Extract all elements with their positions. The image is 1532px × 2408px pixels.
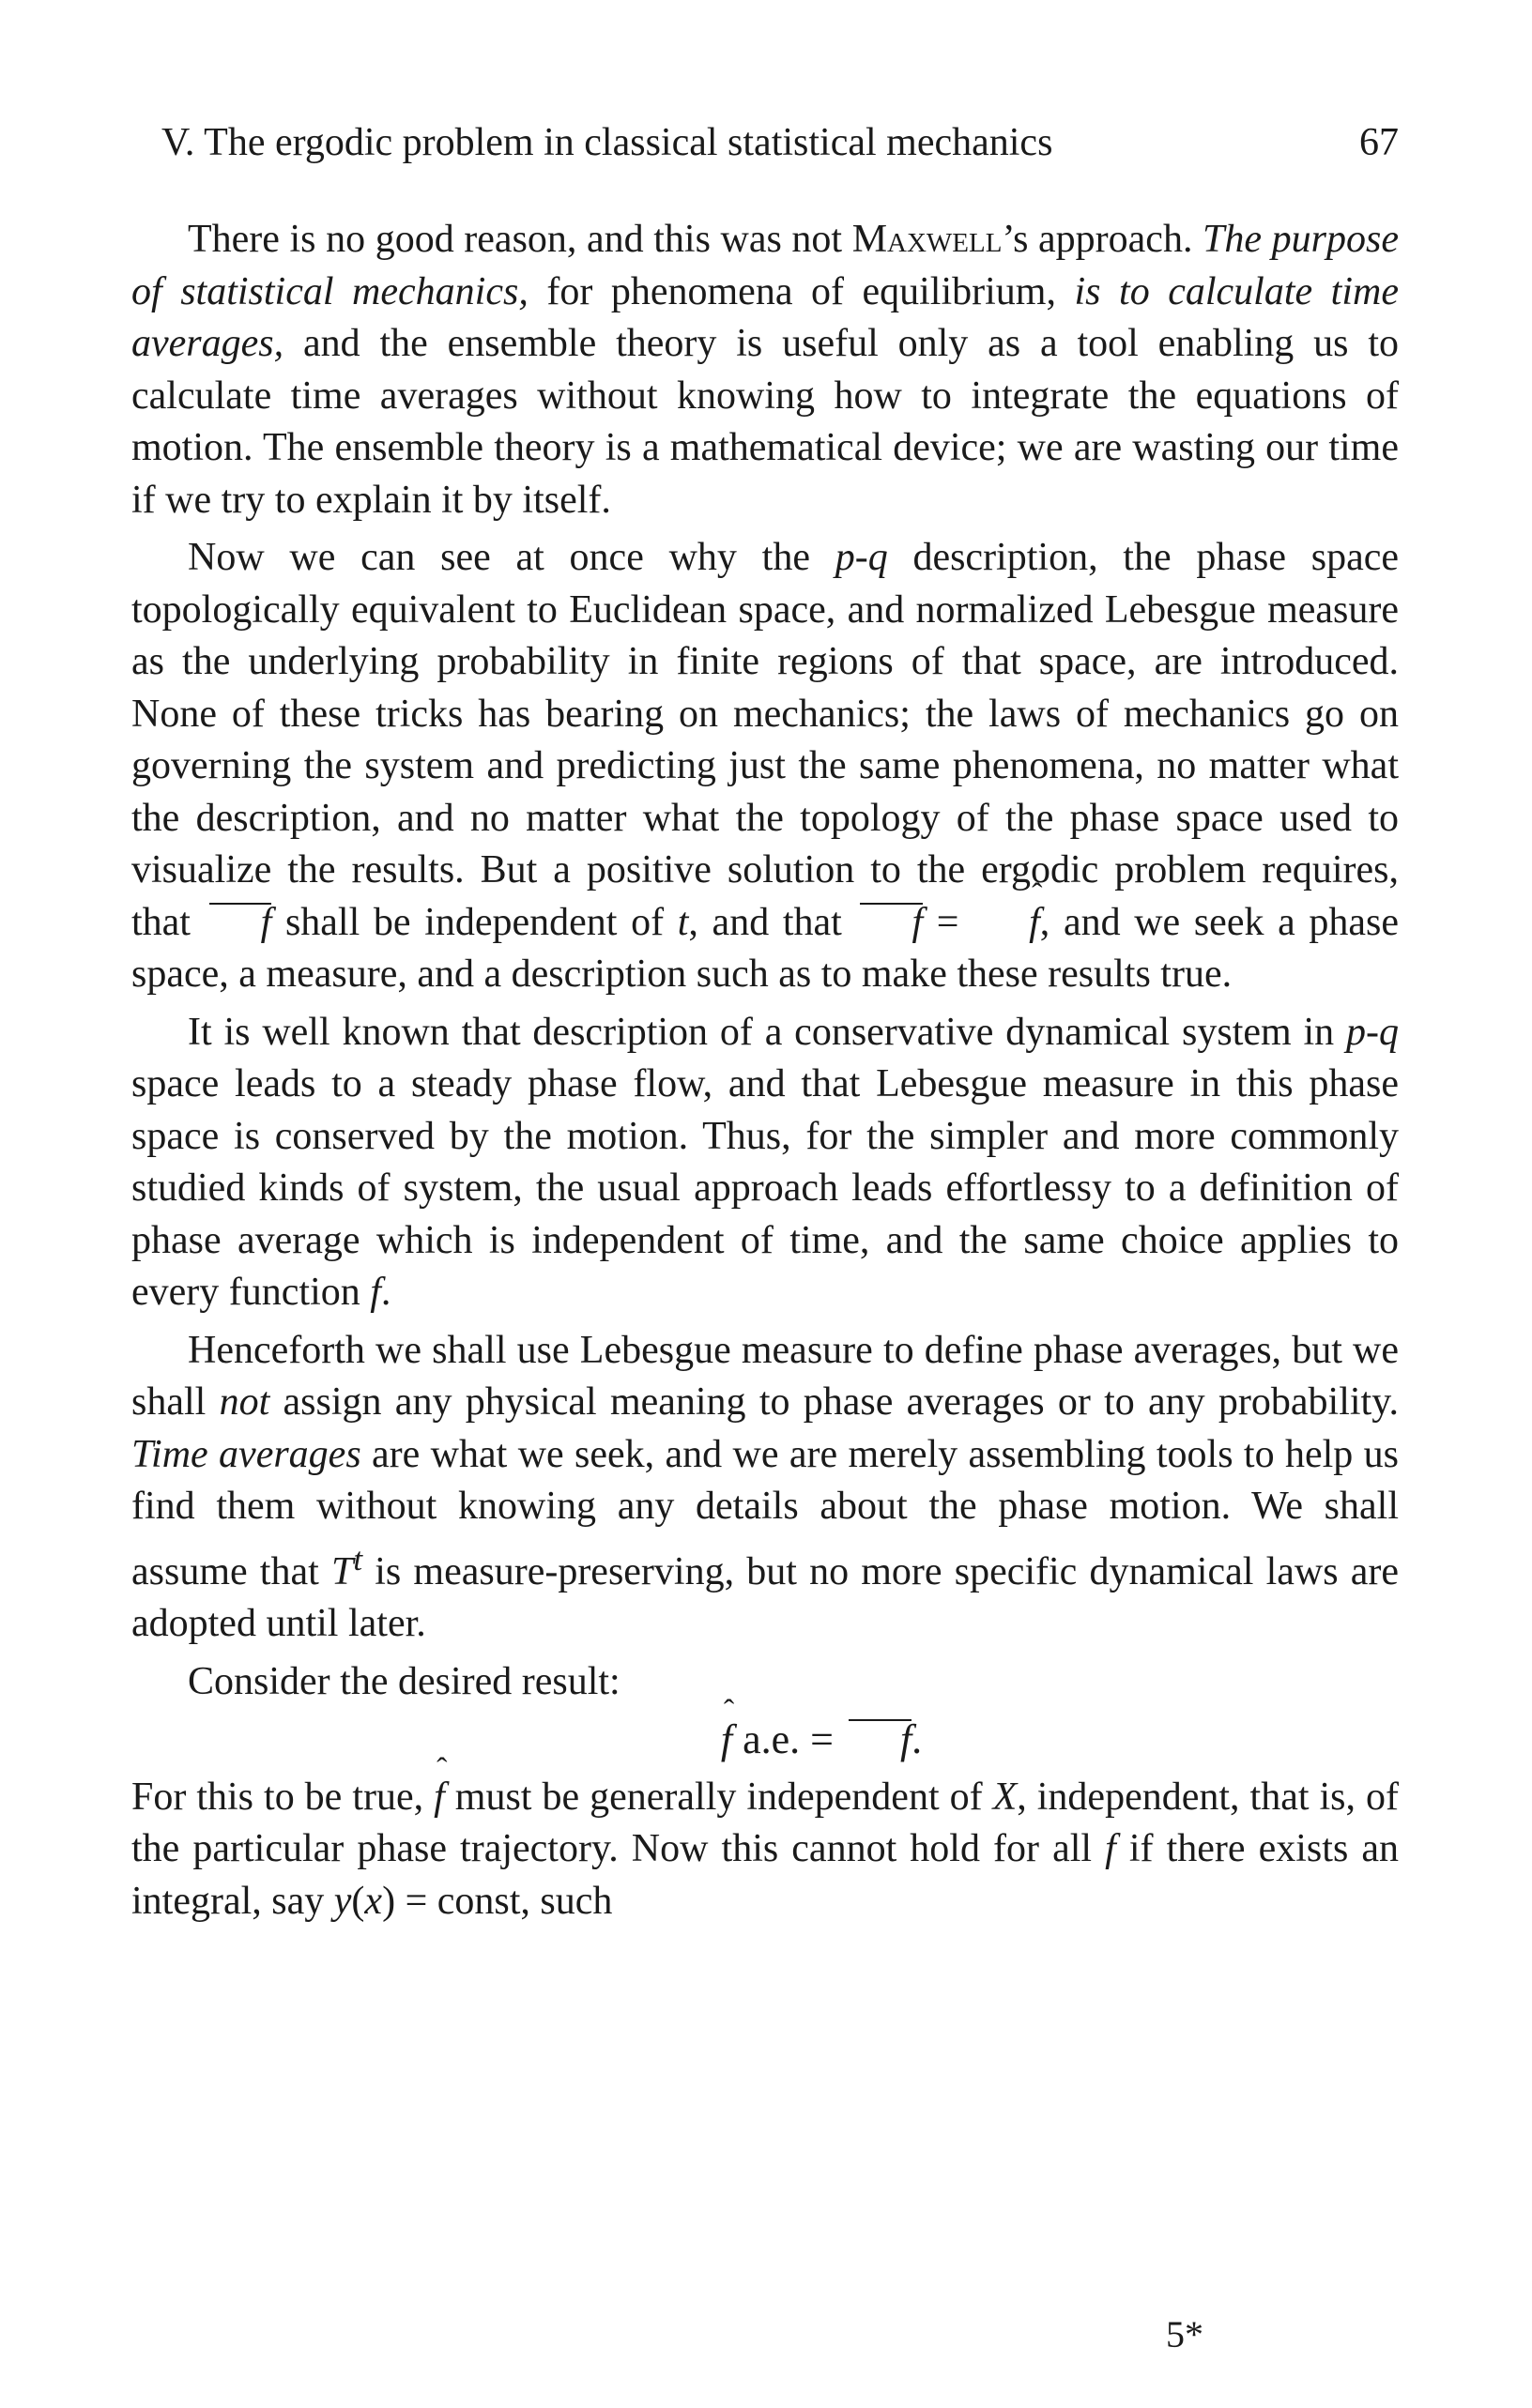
signature-mark: 5* [1166,2313,1203,2355]
italic-time-averages: Time averages [131,1432,361,1476]
text-run: . [380,1271,391,1314]
math-pq: p-q [835,536,888,579]
text-run: ’s approach. [1002,218,1203,261]
text-run: Now we can see at once why the [188,536,835,579]
text-run: , and we seek a phase space, a measure, and a description such as to make these results true. [131,900,1400,996]
math-f-bar: f [844,1714,912,1766]
italic-not: not [219,1380,270,1424]
text-run: ) = const, such [382,1879,613,1923]
text-run: shall be independent of [271,900,678,944]
math-f-bar: f [855,897,923,950]
text-run: , and that [688,900,856,944]
paragraph-5: Consider the desired result: [188,1659,620,1703]
page-number: 67 [1359,121,1399,164]
paragraph-6 [131,1772,1399,1928]
italic-phrase: The purpose of statistical mechanics, [131,218,1399,313]
text-run: and the ensemble theory is useful only as a tool enabling us to calculate time averages without knowing how to integrate the equations of motion. The ensemble theory is a mathematical device; we are wasting our time if we try to explain it by itself. [131,322,1399,522]
text-run: description, the phase space topologically equivalent to Euclidean space, and normalized Lebesgue measure as the underlying probability in finite regions of that space, are introduced. None of these tricks has bearing on mechanics; the laws of mechanics go on governing the system and predicting just the same phenomena, no matter what the description, and no matter what the topology of the phase space used to visualize the results. But a positive solution to the ergodic problem requires, that [131,536,1399,944]
text-run: space leads to a steady phase flow, and that Lebesgue measure in this phase space is conserved by the motion. Thus, for the simpler and more commonly studied kinds of system, the usual approach leads effortlessy to a definition of phase average which is independent of time, and the same choice applies to every function [131,1062,1399,1314]
text-run: for phenomena of equilibrium, [528,269,1075,313]
math-f-hat: ˆ f [665,1714,732,1766]
text-run: There is no good reason, and this was not [188,218,852,261]
math-superscript-t: t [353,1540,363,1577]
text-run: It is well known that description of a conservative dynamical system in [188,1010,1346,1054]
name-maxwell: Maxwell [851,218,1003,261]
text-run: For this to be true, [131,1775,435,1819]
text-run: must be generally independent of [444,1775,993,1819]
math-f: f [370,1271,381,1314]
math-pq: p-q [1346,1010,1399,1054]
running-header [161,120,1399,176]
math-f-hat: ˆ f [434,1772,445,1824]
paragraph-1 [131,214,1399,526]
text-run: ( [351,1879,365,1923]
italic-phrase: is to calculate time averages, [131,269,1399,365]
paragraph-2 [131,532,1399,1001]
display-equation [131,1714,1399,1766]
body-text [131,214,1399,1928]
math-f: f [1105,1827,1116,1870]
math-ae-equals: a.e. = [732,1716,844,1762]
text-run: , independent, that is, of the particular phase trajectory. Now this cannot hold for all [131,1775,1399,1870]
math-X: X [992,1775,1018,1819]
text-run: are what we seek, and we are merely assembling tools to help us find them without knowing any details about the phase motion. We shall assume that [131,1432,1399,1593]
math-t: t [677,900,689,944]
text-run: if there exists an integral, say [131,1827,1399,1923]
math-y: y [333,1879,352,1923]
math-f-bar: f [205,897,272,950]
math-equals: = [923,900,973,944]
text-run: . [912,1716,923,1762]
paragraph-3 [131,1007,1399,1319]
header-title: V. The ergodic problem in classical statistical mechanics [161,121,1053,164]
text-run: assign any physical meaning to phase averages or to any probability. [269,1380,1399,1424]
math-f-hat: ˆ f [973,897,1040,950]
paragraph-4 [131,1325,1399,1651]
math-T: T [330,1549,354,1593]
text-run: Henceforth we shall use Lebesgue measure to define phase averages, but we shall [131,1328,1399,1424]
math-x: x [364,1879,383,1923]
text-run: is measure-preserving, but no more specific dynamical laws are adopted until later. [131,1549,1399,1645]
